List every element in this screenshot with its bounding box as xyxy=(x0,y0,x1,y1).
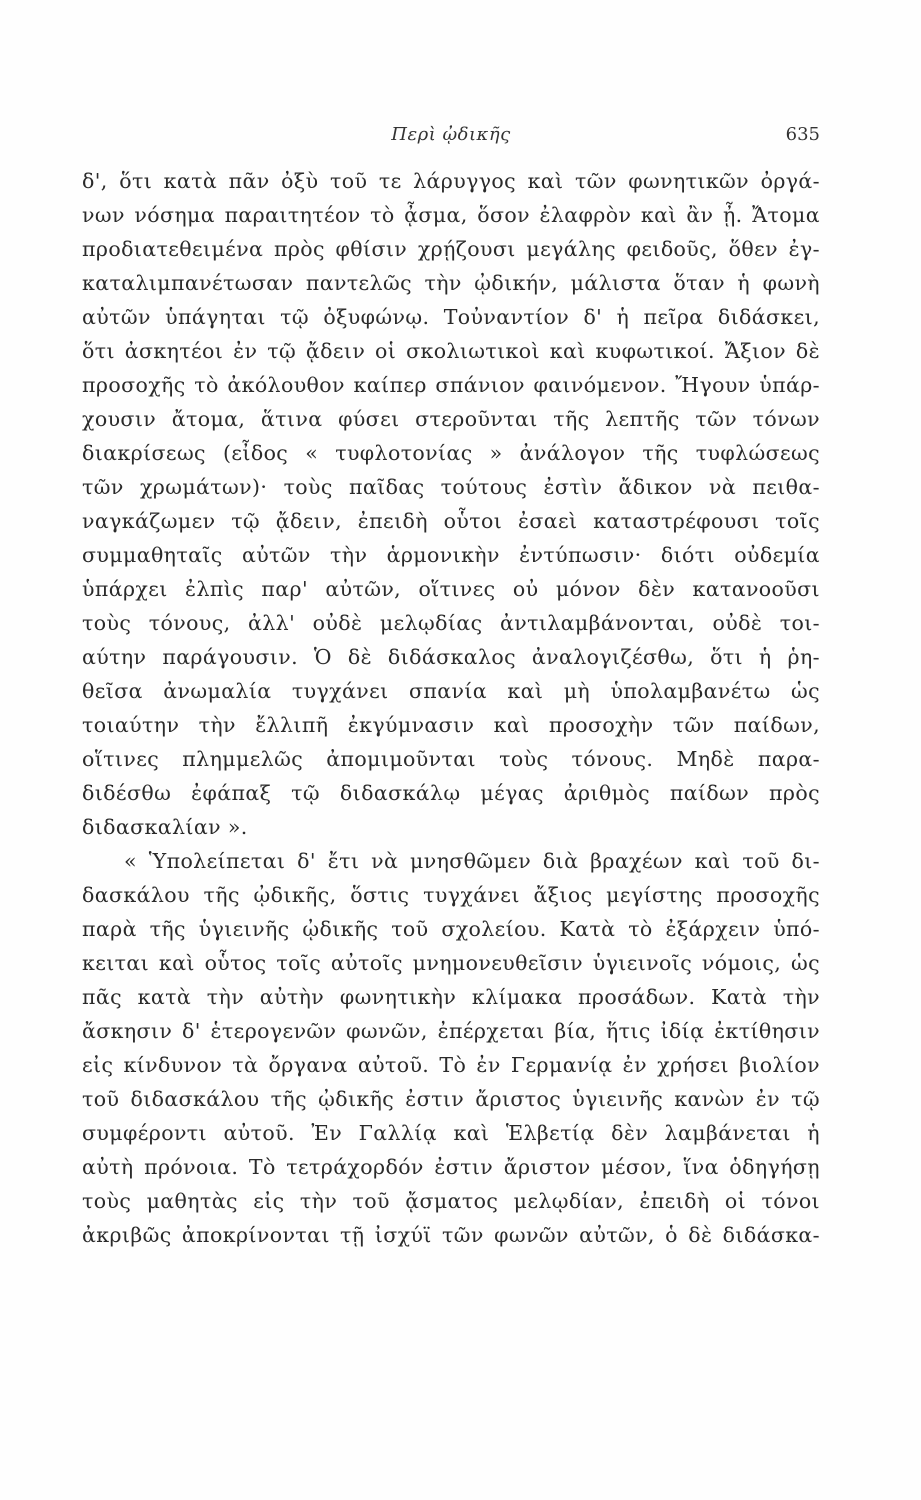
text-line: πᾶς κατὰ τὴν αὐτὴν φωνητικὴν κλίμακα προσάδων. Κατὰ τὴν xyxy=(82,985,820,1009)
text-line: τοιαύτην τὴν ἔλλιπῆ ἐκγύμνασιν καὶ προσοχὴν τῶν παίδων, xyxy=(82,713,820,737)
text-line: χουσιν ἄτομα, ἅτινα φύσει στεροῦνται τῆς λεπτῆς τῶν τόνων xyxy=(82,407,820,431)
text-line: καταλιμπανέτωσαν παντελῶς τὴν ᾠδικήν, μάλιστα ὅταν ἡ φωνὴ xyxy=(82,271,820,295)
body-text xyxy=(82,164,820,1252)
text-line: παρὰ τῆς ὑγιεινῆς ᾠδικῆς τοῦ σχολείου. Κατὰ τὸ ἐξάρχειν ὑπό- xyxy=(82,917,820,941)
page-number: 635 xyxy=(785,124,820,145)
text-line: « Ὑπολείπεται δ' ἔτι νὰ μνησθῶμεν διὰ βραχέων καὶ τοῦ δι- xyxy=(124,849,820,873)
text-line: αύτην παράγουσιν. Ὁ δὲ διδάσκαλος ἀναλογιζέσθω, ὅτι ἡ ῥη- xyxy=(82,645,820,669)
text-line: οἵτινες πλημμελῶς ἀπομιμοῦνται τοὺς τόνους. Μηδὲ παρα- xyxy=(82,747,820,771)
text-line: διακρίσεως (εἶδος « τυφλοτονίας » ἀνάλογον τῆς τυφλώσεως xyxy=(82,441,820,465)
text-line: ὑπάρχει ἐλπὶς παρ' αὐτῶν, οἵτινες οὐ μόνον δὲν κατανοοῦσι xyxy=(82,577,820,601)
text-line: ἀκριβῶς ἀποκρίνονται τῇ ἰσχύϊ τῶν φωνῶν αὐτῶν, ὁ δὲ διδάσκα- xyxy=(82,1223,820,1247)
text-line: κειται καὶ οὗτος τοῖς αὐτοῖς μνημονευθεῖσιν ὑγιεινοῖς νόμοις, ὡς xyxy=(82,951,820,975)
text-line: νων νόσημα παραιτητέον τὸ ᾆσμα, ὅσον ἐλαφρὸν καὶ ἂν ᾖ. Ἄτομα xyxy=(82,203,820,227)
text-line: ὅτι ἀσκητέοι ἐν τῷ ᾄδειν οἱ σκολιωτικοὶ καὶ κυφωτικοί. Ἄξιον δὲ xyxy=(82,339,820,363)
text-line: ναγκάζωμεν τῷ ᾄδειν, ἐπειδὴ οὗτοι ἐσαεὶ καταστρέφουσι τοῖς xyxy=(82,509,820,533)
text-line: αὐτὴ πρόνοια. Τὸ τετράχορδόν ἐστιν ἄριστον μέσον, ἵνα ὁδηγήσῃ xyxy=(82,1155,820,1179)
text-line: τοὺς τόνους, ἀλλ' οὐδὲ μελῳδίας ἀντιλαμβάνονται, οὐδὲ τοι- xyxy=(82,611,820,635)
text-line: διδασκαλίαν ». xyxy=(82,815,248,839)
text-line: προσοχῆς τὸ ἀκόλουθον καίπερ σπάνιον φαινόμενον. Ἤγουν ὑπάρ- xyxy=(82,373,820,397)
text-line: αὐτῶν ὑπάγηται τῷ ὀξυφώνῳ. Τοὐναντίον δ' ἡ πεῖρα διδάσκει, xyxy=(82,305,820,329)
text-line: θεῖσα ἀνωμαλία τυγχάνει σπανία καὶ μὴ ὑπολαμβανέτω ὡς xyxy=(82,679,820,703)
text-line: τοῦ διδασκάλου τῆς ᾠδικῆς ἐστιν ἄριστος ὑγιεινῆς κανὼν ἐν τῷ xyxy=(82,1087,820,1111)
text-line: προδιατεθειμένα πρὸς φθίσιν χρῄζουσι μεγάλης φειδοῦς, ὅθεν ἐγ- xyxy=(82,237,820,261)
running-head xyxy=(82,124,820,154)
text-line: συμφέροντι αὐτοῦ. Ἐν Γαλλίᾳ καὶ Ἑλβετίᾳ δὲν λαμβάνεται ἡ xyxy=(82,1121,820,1145)
text-line: διδέσθω ἐφάπαξ τῷ διδασκάλῳ μέγας ἀριθμὸς παίδων πρὸς xyxy=(82,781,820,805)
text-line: ἄσκησιν δ' ἑτερογενῶν φωνῶν, ἐπέρχεται βία, ἥτις ἰδίᾳ ἐκτίθησιν xyxy=(82,1019,820,1043)
text-line: εἰς κίνδυνον τὰ ὄργανα αὐτοῦ. Τὸ ἐν Γερμανίᾳ ἐν χρήσει βιολίον xyxy=(82,1053,820,1077)
running-title: Περὶ ᾠδικῆς xyxy=(391,124,511,145)
text-line: δασκάλου τῆς ᾠδικῆς, ὅστις τυγχάνει ἄξιος μεγίστης προσοχῆς xyxy=(82,883,820,907)
text-line: τῶν χρωμάτων)· τοὺς παῖδας τούτους ἐστὶν ἄδικον νὰ πειθα- xyxy=(82,475,820,499)
text-line: τοὺς μαθητὰς εἰς τὴν τοῦ ᾄσματος μελῳδίαν, ἐπειδὴ οἱ τόνοι xyxy=(82,1189,820,1213)
text-line: συμμαθηταῖς αὐτῶν τὴν ἁρμονικὴν ἐντύπωσιν· διότι οὐδεμία xyxy=(82,543,820,567)
text-line: δ', ὅτι κατὰ πᾶν ὀξὺ τοῦ τε λάρυγγος καὶ τῶν φωνητικῶν ὀργά- xyxy=(82,169,820,193)
